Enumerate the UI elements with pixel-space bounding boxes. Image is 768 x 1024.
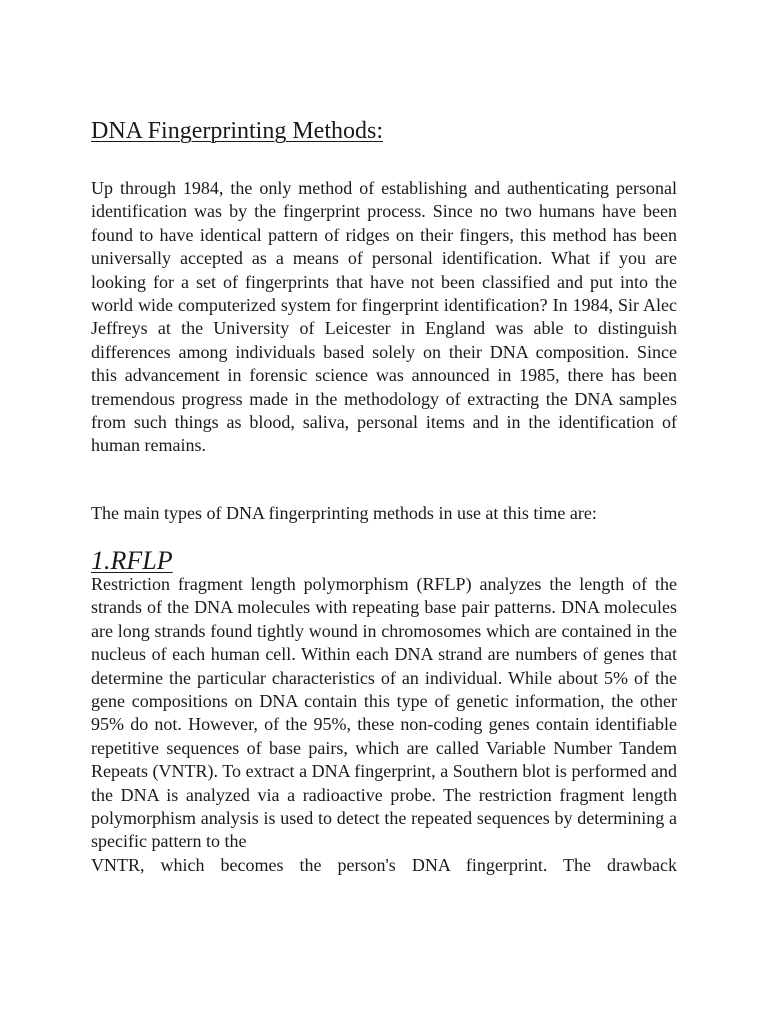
page-title: DNA Fingerprinting Methods: (91, 118, 383, 144)
intro-paragraph: Up through 1984, the only method of establishing and authenticating personal identification was by the fingerprint process. Since no two humans have been found to have identical pattern of ridges on their fingers, this method has been universally accepted as a means of personal identification. What if you are looking for a set of fingerprints that have not been classified and put into the world wide computerized system for fingerprint identification? In 1984, Sir Alec Jeffreys at the University of Leicester in England was able to distinguish differences among individuals based solely on their DNA composition. Since this advancement in forensic science was announced in 1985, there has been tremendous progress made in the methodology of extracting the DNA samples from such things as blood, saliva, personal items and in the identification of human remains. (91, 178, 677, 456)
rflp-paragraph-last-line: VNTR, which becomes the person's DNA fingerprint. The drawback (91, 854, 677, 875)
rflp-paragraph (91, 573, 677, 877)
types-lead-paragraph: The main types of DNA fingerprinting methods in use at this time are: (91, 503, 597, 523)
section-heading-rflp: 1.RFLP (91, 546, 173, 575)
rflp-paragraph-body: Restriction fragment length polymorphism (RFLP) analyzes the length of the strands of the DNA molecules with repeating base pair patterns. DNA molecules are long strands found tightly wound in chromosomes which are contained in the nucleus of each human cell. Within each DNA strand are numbers of genes that determine the particular characteristics of an individual. While about 5% of the gene compositions on DNA contain this type of genetic information, the other 95% do not. However, of the 95%, these non-coding genes contain identifiable repetitive sequences of base pairs, which are called Variable Number Tandem Repeats (VNTR). To extract a DNA fingerprint, a Southern blot is performed and the DNA is analyzed via a radioactive probe. The restriction fragment length polymorphism analysis is used to detect the repeated sequences by determining a specific pattern to the (91, 574, 677, 852)
